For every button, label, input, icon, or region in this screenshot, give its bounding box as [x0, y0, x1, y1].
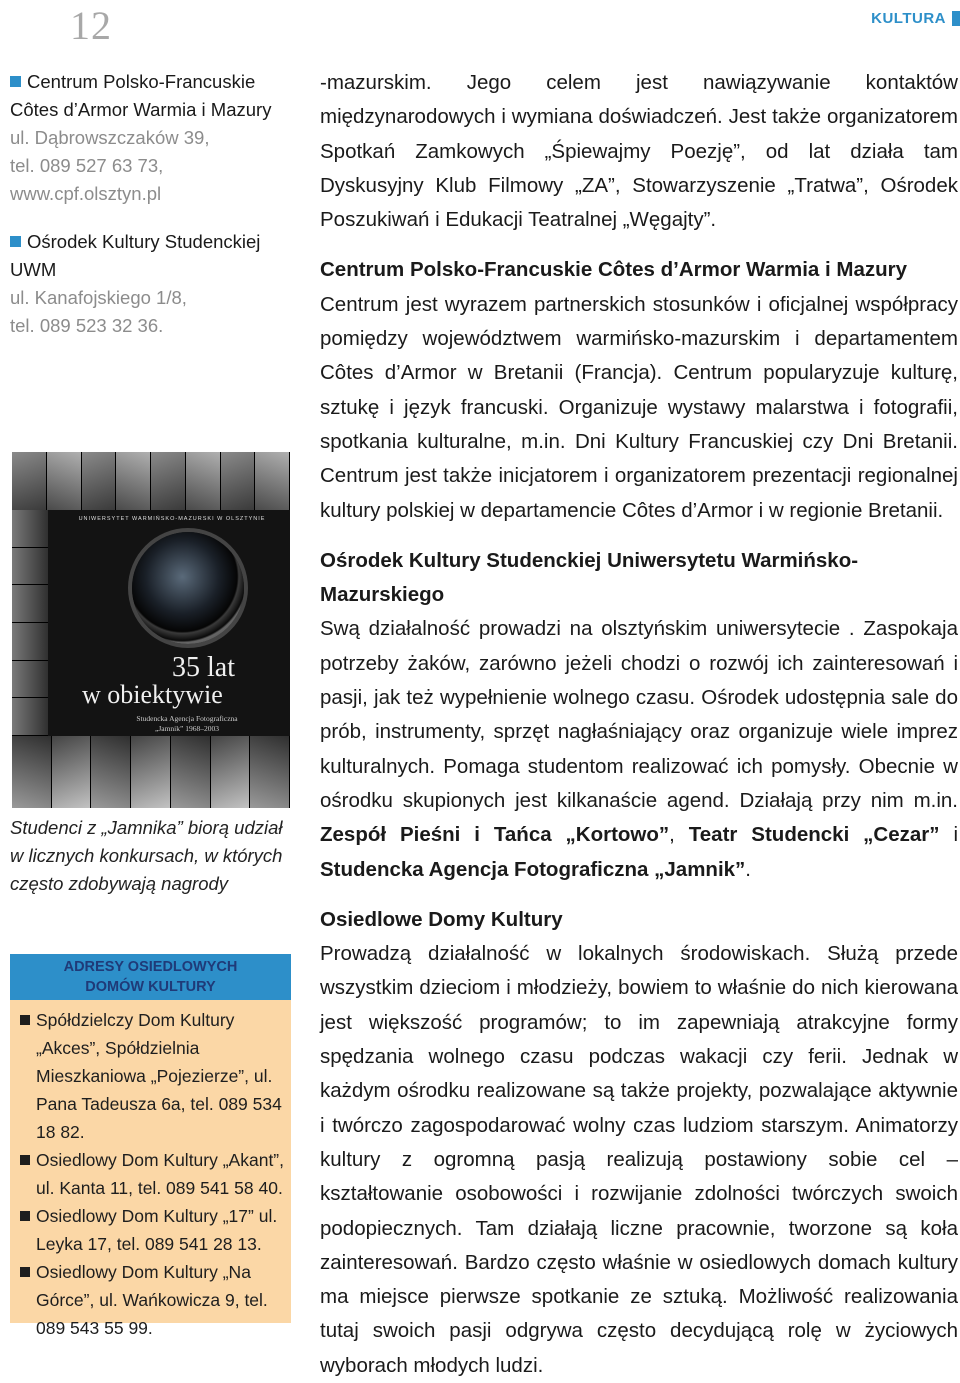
contact-address: ul. Kanafojskiego 1/8, [10, 287, 187, 308]
contact-phone: tel. 089 527 63 73, [10, 155, 164, 176]
cover-photo-strip [12, 736, 290, 808]
section-body-cpf: Centrum jest wyrazem partnerskich stosunków i oficjalnej współpracy pomiędzy województwem warmińsko-mazurskim i departamentem Côtes d’Armor w Bretanii (Francja). Centrum popularyzuje kulturę, sztukę i język francuski. Organizuje wystawy malarstwa i fotografii, spotkania kulturalne, m.in. Dni Kultury Francuskiej czy Dni Bretanii. Centrum jest także inicjatorem i organizatorem prezentacji regionalnej kultury polskiej w departamencie Côtes d’Armor i w regionie Bretanii. [320, 292, 958, 522]
address-box [10, 954, 291, 1338]
contact-entry [10, 68, 292, 208]
camera-lens-icon [132, 532, 244, 644]
cover-subtitle [92, 714, 282, 734]
address-item [20, 1146, 291, 1202]
section-marker [952, 11, 960, 26]
article-body [320, 66, 958, 1383]
page-number: 12 [70, 3, 112, 48]
contact-website: www.cpf.olsztyn.pl [10, 183, 162, 204]
section-heading-cpf: Centrum Polsko-Francuskie Côtes d’Armor Warmia i Mazury [320, 258, 908, 282]
contact-name: Ośrodek Kultury Studenckiej UWM [10, 231, 261, 280]
address-list [10, 1000, 291, 1342]
bullet-icon [20, 1211, 30, 1221]
address-text: Osiedlowy Dom Kultury „Akant”, ul. Kanta 11, tel. 089 541 58 40. [36, 1150, 284, 1198]
bullet-icon [10, 236, 21, 247]
intro-paragraph: -mazurskim. Jego celem jest nawiązywanie kontaktów międzynarodowych i wymiana doświadczeń. Jest także organizatorem Spotkań Zamkowych „Śpiewajmy Poezję”, od lat działa tam Dyskusyjny Klub Filmowy „ZA”, Stowarzyszenie „Tratwa”, Ośrodek Poszukiwań i Edukacji Teatralnej „Węgajty”. [320, 71, 958, 232]
address-header-line1: ADRESY OSIEDLOWYCH [63, 959, 238, 975]
address-item [20, 1202, 291, 1258]
image-caption: Studenci z „Jamnika” biorą udział w licznych konkursach, w których często zdobywają nagrody [10, 817, 283, 894]
cover-photo-strip [12, 452, 290, 510]
section-title: KULTURA [871, 10, 946, 27]
contact-name: Centrum Polsko-Francuskie Côtes d’Armor Warmia i Mazury [10, 71, 272, 120]
cover-title-line1: 35 lat [172, 652, 235, 683]
cover-subtitle-line1: Studencka Agencja Fotograficzna [136, 714, 238, 723]
end-punct: . [745, 857, 751, 881]
section-body-odk: Prowadzą działalność w lokalnych środowiskach. Służą przede wszystkim dzieciom i młodzieży, bowiem to właśnie do nich kierowana jest większość programów; to im zapewniają atrakcyjne formy spędzania wolnego czasu podczas wakacji czy ferii. Jednak w każdym ośrodku realizowane są także projekty, pozwalające aktywnie i twórczo zagospodarować wolny czas ludziom starszym. Animatorzy kultury z ogromną pasją realizują postawiony sobie cel – kształtowanie osobowości i rozwijanie zdolności twórczych swoich podopiecznych. Tam działają liczne pracownie, tworzone są koła zainteresowań. Bardzo często właśnie w osiedlowych domach kultury ma miejsce pierwsze spotkanie ze sztuką. Możliwość realizowania tutaj swoich pasji odgrywa często decydującą rolę w życiowych wyborach młodych ludzi. [320, 942, 958, 1377]
group-kortowo: Zespół Pieśni i Tańca „Kortowo” [320, 823, 670, 847]
group-jamnik: Studencka Agencja Fotograficzna „Jamnik” [320, 857, 746, 881]
contact-entry [10, 228, 292, 340]
contact-phone: tel. 089 523 32 36. [10, 315, 164, 336]
group-cezar: Teatr Studencki „Cezar” [688, 823, 940, 847]
cover-title-line2: w obiektywie [82, 680, 223, 709]
separator: i [939, 823, 958, 847]
oks-body-text: Swą działalność prowadzi na olsztyńskim uniwersytecie . Zaspokaja potrzeby żaków, zarówno jeżeli chodzi o rozwój ich zainteresowań i pasji, jak też wypełnienie wolnego czasu. Ośrodek udostępnia sale do prób, instrumenty, sprzęt nagłaśniający oraz organizuje wiele imprez kulturalnych. Pomaga studentom realizować ich pomysły. Obecnie w ośrodku skupionych jest kilkanaście agend. Działają przy nim m.in. [320, 617, 958, 812]
section-heading-odk: Osiedlowe Domy Kultury [320, 907, 563, 931]
book-cover-image [12, 452, 290, 808]
separator: , [669, 823, 689, 847]
bullet-icon [20, 1267, 30, 1277]
bullet-icon [10, 76, 21, 87]
address-box-header [10, 954, 291, 1000]
contact-address: ul. Dąbrowszczaków 39, [10, 127, 210, 148]
cover-publisher: UNIWERSYTET WARMIŃSKO-MAZURSKI W OLSZTYNIE [78, 516, 266, 522]
section-body-oks [320, 612, 958, 886]
cover-side-strip [12, 510, 48, 736]
address-item [20, 1258, 291, 1342]
address-text: Osiedlowy Dom Kultury „Na Górce”, ul. Wańkowicza 9, tel. 089 543 55 99. [36, 1262, 268, 1338]
contact-list [10, 68, 292, 360]
address-text: Spółdzielczy Dom Kultury „Akces”, Spółdzielnia Mieszkaniowa „Pojezierze”, ul. Pana Tadeusza 6a, tel. 089 534 18 82. [36, 1010, 282, 1142]
bullet-icon [20, 1155, 30, 1165]
address-item [20, 1006, 291, 1146]
section-header [871, 10, 960, 27]
address-header-line2: DOMÓW KULTURY [85, 979, 216, 995]
bullet-icon [20, 1015, 30, 1025]
address-text: Osiedlowy Dom Kultury „17” ul. Leyka 17, tel. 089 541 28 13. [36, 1206, 278, 1254]
cover-subtitle-line2: „Jamnik” 1968–2003 [155, 724, 219, 733]
section-heading-oks: Ośrodek Kultury Studenckiej Uniwersytetu Warmińsko-Mazurskiego [320, 548, 859, 607]
